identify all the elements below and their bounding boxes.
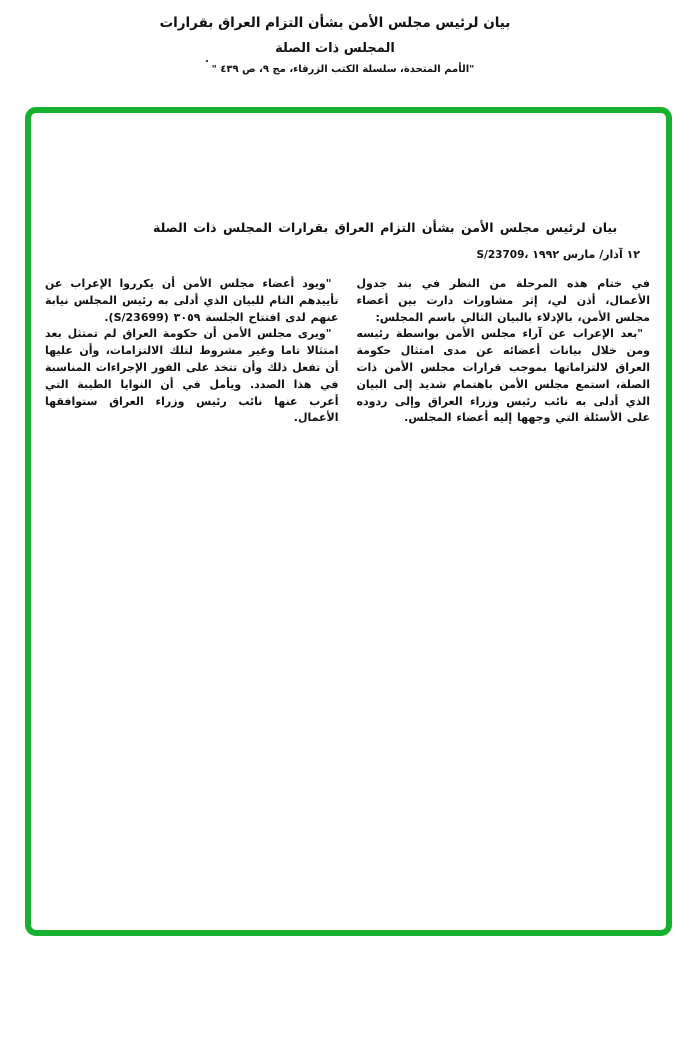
- caption-title-line1: بيان لرئيس مجلس الأمن بشأن التزام العراق بقرارات: [159, 15, 511, 31]
- paragraph: "ويرى مجلس الأمن أن حكومة العراق لم تمتثل بعد امتثالا تاما وغير مشروط لتلك الالتزامات، وأن عليها أن تفعل ذلك وأن تتخذ على الفور الإجراءات المناسبة في هذا الصدد. ويأمل في أن النوايا الطيبة التي أعرب عنها نائب رئيس وزراء العراق ستوافقها الأعمال.: [45, 327, 339, 425]
- text-columns: [45, 276, 650, 427]
- document-symbol: S/23709،: [476, 249, 529, 261]
- document-dateline: [45, 248, 650, 261]
- caption-title-line2: المجلس ذات الصلة: [275, 40, 395, 56]
- document-date: ١٢ آذار/ مارس ١٩٩٢: [532, 248, 640, 261]
- document-page: [31, 113, 666, 930]
- column-right: [357, 276, 651, 427]
- page-caption-header: [0, 14, 696, 75]
- document-title: بيان لرئيس مجلس الأمن بشأن التزام العراق بقرارات المجلس ذات الصلة: [153, 220, 618, 235]
- column-left: [45, 276, 339, 427]
- paragraph: "بعد الإعراب عن آراء مجلس الأمن بواسطة رئيسه ومن خلال بيانات أعضائه عن مدى امتثال حكومة العراق لالتزاماتها بموجب قرارات مجلس الأمن ذات الصلة، استمع مجلس الأمن باهتمام شديد إلى البيان الذي أدلى به نائب رئيس وزراء العراق وإلى ردوده على الأسئلة التي وجهها إليه أعضاء المجلس.: [356, 327, 650, 425]
- paragraph: في ختام هذه المرحلة من النظر في بند جدول الأعمال، أذن لي، إثر مشاورات دارت بين أعضاء مجلس الأمن، بالإدلاء بالبيان التالي باسم المجلس:: [356, 277, 650, 324]
- stray-period-mark: .: [205, 52, 210, 65]
- document-frame: [25, 107, 672, 936]
- paragraph: "ويود أعضاء مجلس الأمن أن يكرروا الإعراب عن تأييدهم التام للبيان الذي أدلى به رئيس المجلس نيابة عنهم لدى افتتاح الجلسة ٣٠٥٩ (S/23699).: [45, 277, 339, 324]
- caption-source-note: "الأمم المتحدة، سلسلة الكتب الزرقاء، مج ٩، ص ٤٣٩ ": [211, 63, 475, 75]
